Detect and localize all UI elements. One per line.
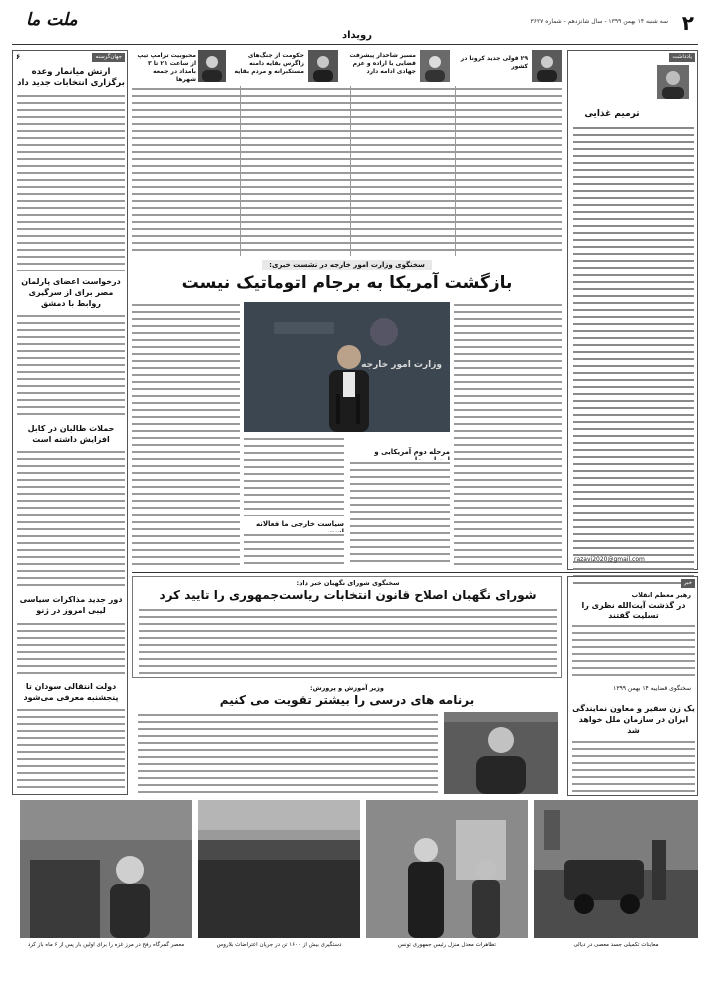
top-strip (132, 50, 562, 84)
strip-item-2: مسیر شاخدار پیشرفت قضایی با اراده و عزم جهادی ادامه دارد (349, 52, 416, 75)
bottom-photo-4 (20, 800, 192, 976)
photo-border-crossing (20, 800, 192, 938)
lead-kicker: سخنگوی وزارت امور خارجه در نشست خبری: (262, 260, 432, 270)
world-body-4 (17, 621, 125, 676)
divider (132, 572, 698, 573)
lead-body-center-right (350, 460, 450, 566)
divider (240, 86, 241, 256)
bottom-photo-2 (366, 800, 528, 976)
second-body (139, 607, 557, 675)
third-story (132, 682, 562, 796)
world-headline-4: دور جدید مذاکرات سیاسی لیبی امروز در ژنو (19, 595, 123, 615)
world-headline-2: درخواست اعضای پارلمان مصر برای از سرگیری روابط با دمشق (21, 277, 121, 308)
side-headline-1: در گذشت آیت‌الله نظری را تسلیت گفتند (581, 601, 686, 620)
second-kicker: سخنگوی شورای نگهبان خبر داد: (296, 579, 400, 587)
lead-story (132, 258, 562, 568)
side-headline-2: یک زن سفیر و معاون نمایندگی ایران در سازمان ملل خواهد شد (572, 704, 695, 735)
photo-military (534, 800, 698, 938)
editorial-column (567, 50, 698, 570)
photo-backdrop-text: وزارت امور خارجه (361, 360, 442, 370)
masthead (12, 10, 698, 46)
masthead-rule (12, 44, 698, 45)
third-photo (444, 712, 558, 794)
world-headline-5: دولت انتقالی سودان تا پنجشنبه معرفی می‌شود (23, 682, 119, 702)
author-name: ترمیم غذایی (584, 109, 640, 119)
second-story (132, 576, 562, 678)
world-news-label: جهان‌گرسنه (92, 53, 125, 62)
side-body-2 (572, 739, 695, 793)
world-news-column (12, 50, 128, 795)
lead-body-left (132, 302, 240, 566)
strip-item-3: حکومت از جنگ‌های زاگرس بقایه دامنه مستکبرانه و مردم بقایه (234, 52, 304, 75)
second-headline: شورای نگهبان اصلاح قانون انتخابات ریاست‌جمهوری را تایید کرد (159, 588, 537, 602)
lead-body-center-left (244, 436, 344, 516)
bottom-photo-row (12, 800, 698, 980)
side-kicker-1: رهبر معظم انقلاب (631, 591, 691, 599)
thumb-3 (308, 50, 338, 82)
bottom-caption-1: معاینات تکمیلی جسد معصی در دیالی (573, 942, 659, 948)
strip-item-1: ۲۹ قولی جدید کرونا در کشور (460, 55, 528, 70)
bottom-photo-1 (534, 800, 698, 976)
world-body-1 (17, 93, 125, 271)
thumb-4 (198, 50, 226, 82)
lead-sub-2: سیاست خارجی ما فعالانه (255, 520, 344, 528)
world-body-2 (17, 313, 125, 418)
dateline: سه شنبه ۱۴ بهمن ۱۳۹۹ - سال شانزدهم - شماره ۳۶۲۷ (530, 18, 668, 25)
editorial-body (573, 125, 694, 585)
third-body (138, 712, 438, 794)
bottom-photo-3 (198, 800, 360, 976)
side-news-box (567, 576, 698, 796)
photo-protest-flag (366, 800, 528, 938)
bottom-caption-4: معصر گمرگاه رفح در مرز غزه را برای اولین بار پس از ۶ ماه باز کرد (27, 942, 185, 948)
top-strip-body (132, 86, 562, 256)
lead-photo (244, 302, 450, 432)
third-kicker: وزیر آموزش و پرورش: (310, 684, 384, 692)
lead-body-right (454, 302, 562, 566)
lead-sub-1: مرحله دوم آمریکایی و (374, 448, 450, 456)
thumb-2 (420, 50, 450, 82)
world-body-5 (17, 707, 125, 789)
world-headline-3: حملات طالبان در کابل افزایش داشته است (27, 424, 115, 444)
side-date-line: سخنگوی قضاییه ۱۴ بهمن ۱۳۹۹ (613, 685, 691, 692)
divider (455, 86, 456, 256)
section-title: رویداد (341, 30, 373, 41)
third-headline: برنامه های درسی را بیشتر تقویت می کنیم (219, 693, 475, 707)
column-label: یادداشت (669, 53, 695, 62)
world-body-3 (17, 449, 125, 589)
bottom-caption-3: دستگیری بیش از ۱۶۰۰ تن در جریان اعتراضات بلاروس (216, 942, 342, 948)
author-photo (657, 65, 689, 99)
author-email[interactable]: razavi2020@gmail.com (574, 556, 645, 563)
lead-body-center-left-2 (244, 532, 344, 566)
bottom-caption-2: تظاهرات معدل منزل رئیس جمهوری تونس (398, 942, 496, 948)
divider (350, 86, 351, 256)
thumb-1 (532, 50, 562, 82)
newspaper-logo: ملت ما (26, 10, 78, 30)
strip-item-4: محبوبیت ترامپ تیپ از ساعت ۲۱ تا ۳ بامداد در جمعه شهرها (137, 52, 196, 83)
page-tag: ۶ (16, 53, 21, 61)
lead-headline: بازگشت آمریکا به برجام اتوماتیک نیست (181, 273, 513, 293)
side-body-1 (572, 623, 695, 679)
photo-crowd (198, 800, 360, 938)
page-number: ۲ (681, 11, 694, 35)
side-news-label: خبر (681, 579, 695, 588)
world-headline-1: ارتش میانمار وعده برگزاری انتخابات جدید داد (17, 67, 125, 88)
